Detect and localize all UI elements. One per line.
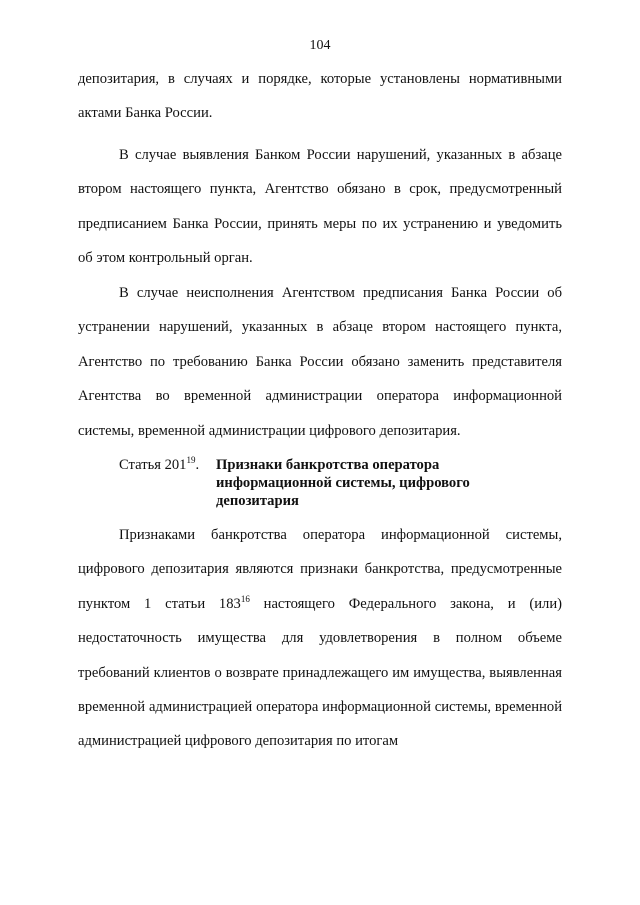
paragraph-non-fulfillment <box>78 276 562 448</box>
article-number-suffix: . <box>195 457 200 473</box>
paragraph-text: Признаками банкротства оператора информационной системы, цифрового депозитария являются признаки банкротства, предусмотренные пунктом 1 статьи 183 <box>78 527 562 612</box>
page-number: 104 <box>309 38 331 53</box>
article-number: Статья 201 <box>119 457 187 473</box>
paragraph-text: депозитария, в случаях и порядке, которые установлены нормативными актами Банка России. <box>78 71 562 122</box>
paragraph-continuation <box>78 62 562 131</box>
paragraph-text: В случае выявления Банком России нарушений, указанных в абзаце втором настоящего пункта, Агентство обязано в срок, предусмотренный предписанием Банка России, принять меры по их устранению и уведомить об этом контрольный орган. <box>78 147 562 267</box>
paragraph-violations <box>78 138 562 276</box>
article-superscript: 19 <box>186 455 196 465</box>
article-title-line: информационной системы, цифрового <box>216 475 470 491</box>
article-title <box>216 456 516 510</box>
article-title-line: депозитария <box>216 493 299 509</box>
paragraph-text: В случае неисполнения Агентством предписания Банка России об устранении нарушений, указанных в абзаце втором настоящего пункта, Агентство по требованию Банка России обязано заменить представителя Агентства во временной администрации оператора информационной системы, временной администрации цифрового депозитария. <box>78 285 562 439</box>
paragraph-text: настоящего Федерального закона, и (или) недостаточность имущества для удовлетворения в полном объеме требований клиентов о возврате принадлежащего им имущества, выявленная временной администрацией оператора информационной системы, временной администрацией цифрового депозитария по итогам <box>78 595 562 750</box>
article-label <box>119 456 199 474</box>
article-title-line: Признаки банкротства оператора <box>216 457 440 473</box>
footnote-superscript: 16 <box>240 593 250 604</box>
paragraph-bankruptcy-signs <box>78 518 562 759</box>
